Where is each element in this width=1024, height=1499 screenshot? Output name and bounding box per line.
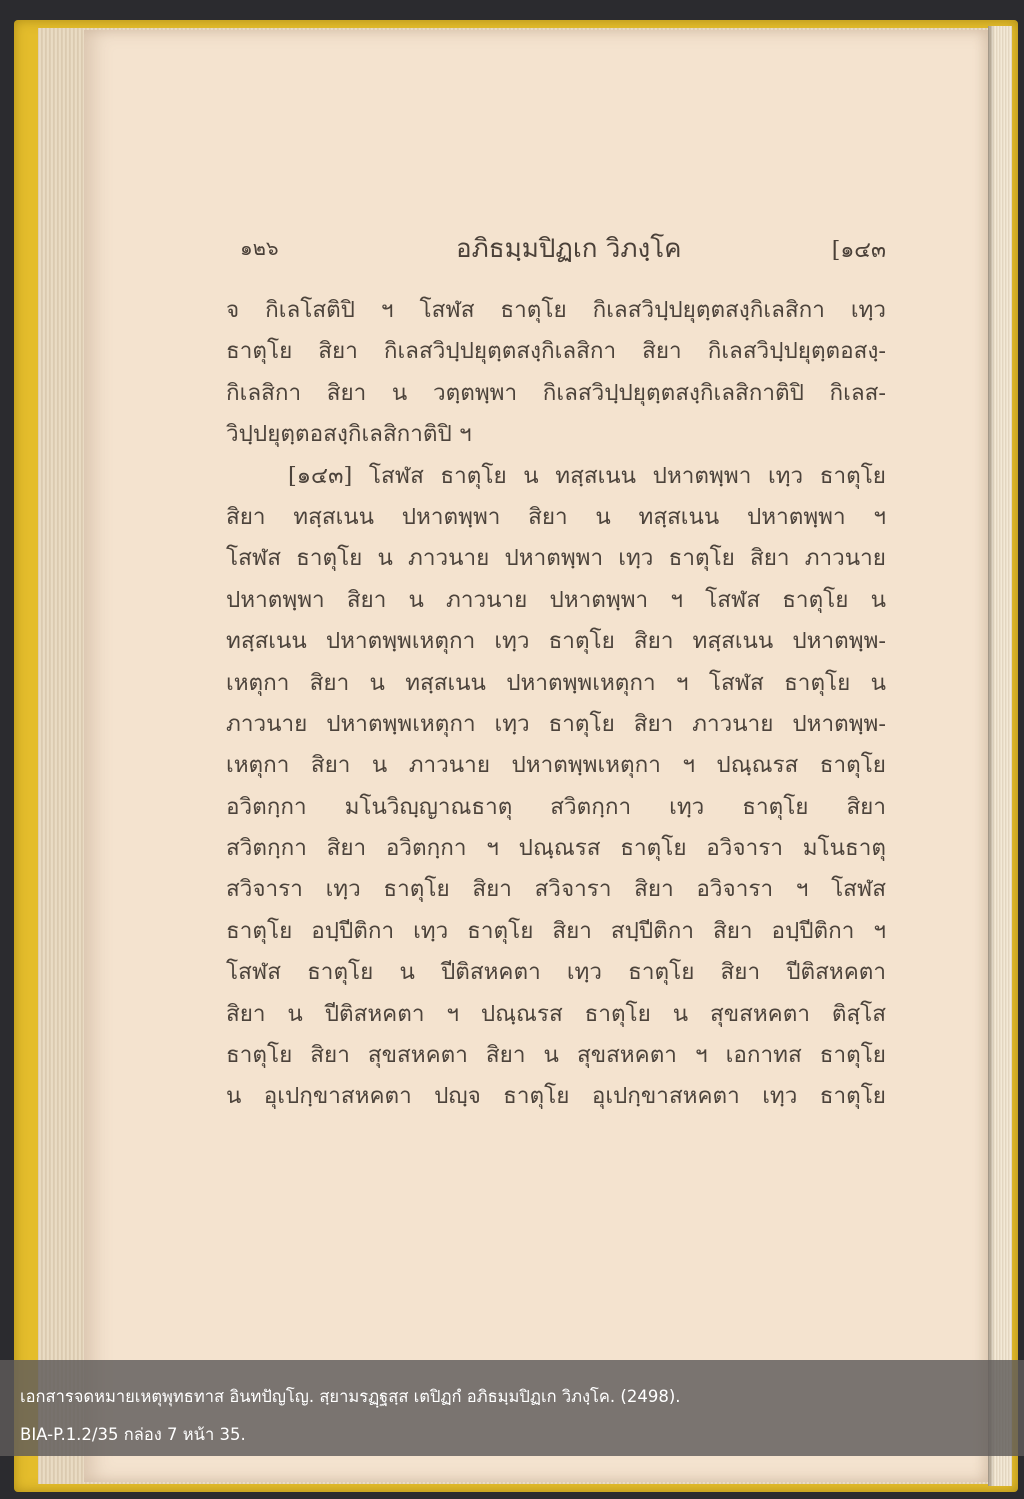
text-line: ปหาตพฺพา สิยา น ภาวนาย ปหาตพฺพา ฯ โสฬส ธาตุโย น [226, 586, 886, 613]
text-line: สิยา น ปีติสหคตา ฯ ปณฺณรส ธาตุโย น สุขสหคตา ติสฺโส [226, 1000, 886, 1027]
text-line: จ กิเลโสติปิ ฯ โสฬส ธาตุโย กิเลสวิปฺปยุตฺตสงฺกิเลสิกา เทฺว [226, 297, 886, 323]
section-mark: [๑๔๓ [831, 238, 886, 263]
text-line: ธาตุโย อปฺปีติกา เทฺว ธาตุโย สิยา สปฺปีติกา สิยา อปฺปีติกา ฯ [226, 917, 886, 944]
running-title: อภิธมฺมปิฏเก วิภงฺโค [456, 234, 682, 264]
text-line: โสฬส ธาตุโย น ภาวนาย ปหาตพฺพา เทฺว ธาตุโย สิยา ภาวนาย [226, 545, 886, 572]
text-line: ธาตุโย สิยา สุขสหคตา สิยา น สุขสหคตา ฯ เอกาทส ธาตุโย [226, 1042, 886, 1069]
text-line: สวิตกฺกา สิยา อวิตกฺกา ฯ ปณฺณรส ธาตุโย อวิจารา มโนธาตุ [226, 835, 886, 862]
text-line: น อุเปกฺขาสหคตา ปญฺจ ธาตุโย อุเปกฺขาสหคตา เทฺว ธาตุโย [226, 1083, 886, 1110]
text-line: สิยา ทสฺสเนน ปหาตพฺพา สิยา น ทสฺสเนน ปหาตพฺพา ฯ [226, 503, 886, 530]
text-line: อวิตกฺกา มโนวิญฺญาณธาตุ สวิตกฺกา เทฺว ธาตุโย สิยา [226, 793, 886, 820]
text-line: ธาตุโย สิยา กิเลสวิปฺปยุตฺตสงฺกิเลสิกา สิยา กิเลสวิปฺปยุตฺตอสงฺ- [226, 338, 886, 365]
text-line: [๑๔๓] โสฬส ธาตุโย น ทสฺสเนน ปหาตพฺพา เทฺว ธาตุโย [288, 462, 886, 489]
text-line: เหตุกา สิยา น ทสฺสเนน ปหาตพฺพเหตุกา ฯ โสฬส ธาตุโย น [226, 669, 886, 696]
body-text [226, 290, 886, 1118]
text-line: วิปฺปยุตฺตอสงฺกิเลสิกาติปิ ฯ [226, 421, 472, 448]
caption-reference: BIA-P.1.2/35 กล่อง 7 หน้า 35. [20, 1425, 246, 1444]
page-number: ๑๒๖ [240, 236, 279, 260]
text-line: สวิจารา เทฺว ธาตุโย สิยา สวิจารา สิยา อวิจารา ฯ โสฬส [226, 876, 886, 903]
text-line: โสฬส ธาตุโย น ปีติสหคตา เทฺว ธาตุโย สิยา ปีติสหคตา [226, 959, 886, 986]
spine-shadow [988, 26, 994, 1486]
caption-citation: เอกสารจดหมายเหตุพุทธทาส อินทปัญโญ. สฺยามรฏฺฐสฺส เตปิฏกํ อภิธมฺมปิฏเก วิภงฺโค. (2498). [20, 1387, 681, 1406]
page-header [236, 228, 886, 268]
text-line: เหตุกา สิยา น ภาวนาย ปหาตพฺพเหตุกา ฯ ปณฺณรส ธาตุโย [226, 752, 886, 779]
text-line: กิเลสิกา สิยา น วตฺตพฺพา กิเลสวิปฺปยุตฺตสงฺกิเลสิกาติปิ กิเลส- [226, 379, 886, 406]
text-line: ภาวนาย ปหาตพฺพเหตุกา เทฺว ธาตุโย สิยา ภาวนาย ปหาตพฺพ- [226, 710, 886, 737]
archive-caption-bar [0, 1360, 1024, 1456]
text-line: ทสฺสเนน ปหาตพฺพเหตุกา เทฺว ธาตุโย สิยา ทสฺสเนน ปหาตพฺพ- [226, 628, 886, 655]
